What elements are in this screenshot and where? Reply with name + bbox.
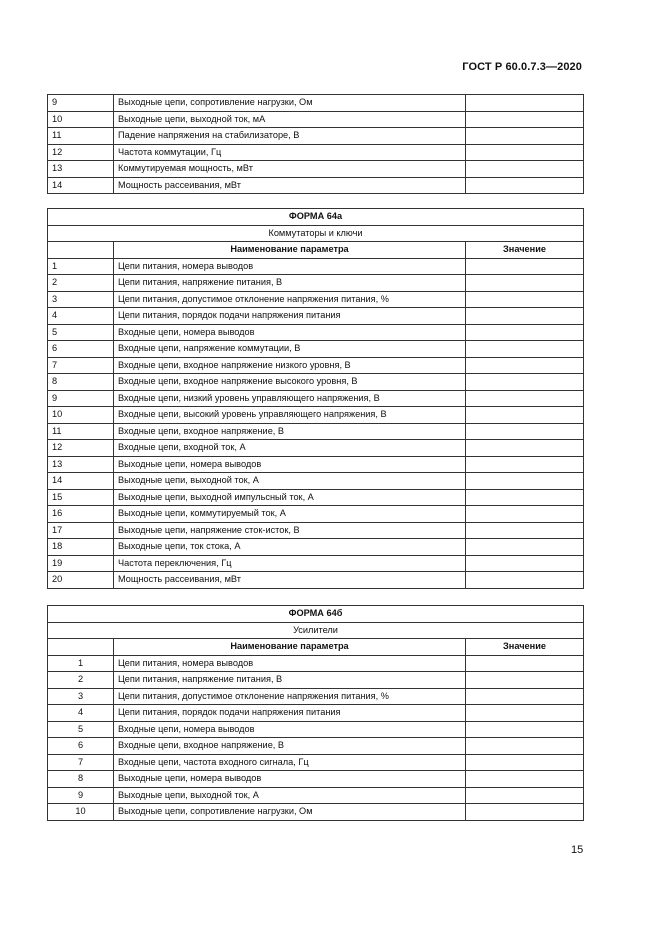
row-number-cell: 9 bbox=[48, 390, 114, 407]
table-row bbox=[48, 111, 584, 128]
row-number-cell: 10 bbox=[48, 111, 114, 128]
row-number-cell: 7 bbox=[48, 754, 114, 771]
row-number-cell: 11 bbox=[48, 423, 114, 440]
table-row bbox=[48, 506, 584, 523]
row-number-cell: 1 bbox=[48, 258, 114, 275]
table-row bbox=[48, 804, 584, 821]
parameter-value-cell bbox=[466, 771, 584, 788]
table-row bbox=[48, 771, 584, 788]
form-64a-header-name: Наименование параметра bbox=[114, 242, 466, 259]
table-row bbox=[48, 324, 584, 341]
parameter-name-cell: Цепи питания, порядок подачи напряжения питания bbox=[114, 308, 466, 325]
table-row bbox=[48, 390, 584, 407]
form-64a-table bbox=[47, 208, 584, 589]
parameter-name-cell: Мощность рассеивания, мВт bbox=[114, 177, 466, 194]
table-row bbox=[48, 738, 584, 755]
form-64a-table-body bbox=[48, 258, 584, 588]
parameter-value-cell bbox=[466, 308, 584, 325]
parameter-name-cell: Мощность рассеивания, мВт bbox=[114, 572, 466, 589]
parameter-value-cell bbox=[466, 456, 584, 473]
table-row bbox=[48, 144, 584, 161]
parameter-name-cell: Выходные цепи, выходной ток, А bbox=[114, 473, 466, 490]
form-64a-subtitle: Коммутаторы и ключи bbox=[48, 225, 584, 242]
parameter-name-cell: Выходные цепи, номера выводов bbox=[114, 456, 466, 473]
form-64b-header-row bbox=[48, 639, 584, 656]
row-number-cell: 12 bbox=[48, 440, 114, 457]
parameter-value-cell bbox=[466, 721, 584, 738]
table-row bbox=[48, 787, 584, 804]
parameter-name-cell: Входные цепи, напряжение коммутации, В bbox=[114, 341, 466, 358]
parameter-value-cell bbox=[466, 539, 584, 556]
table-row bbox=[48, 95, 584, 112]
parameter-name-cell: Входные цепи, входное напряжение низкого уровня, В bbox=[114, 357, 466, 374]
row-number-cell: 16 bbox=[48, 506, 114, 523]
parameter-value-cell bbox=[466, 275, 584, 292]
table-row bbox=[48, 275, 584, 292]
table-row bbox=[48, 688, 584, 705]
table-row bbox=[48, 374, 584, 391]
row-number-cell: 5 bbox=[48, 324, 114, 341]
parameter-name-cell: Выходные цепи, выходной ток, А bbox=[114, 787, 466, 804]
row-number-cell: 2 bbox=[48, 672, 114, 689]
table-row bbox=[48, 258, 584, 275]
table-row bbox=[48, 407, 584, 424]
parameter-value-cell bbox=[466, 555, 584, 572]
parameter-value-cell bbox=[466, 111, 584, 128]
parameter-name-cell: Выходные цепи, напряжение сток-исток, В bbox=[114, 522, 466, 539]
table-row bbox=[48, 128, 584, 145]
form-64a-title: ФОРМА 64а bbox=[48, 209, 584, 226]
row-number-cell: 6 bbox=[48, 738, 114, 755]
parameter-name-cell: Выходные цепи, выходной ток, мА bbox=[114, 111, 466, 128]
continued-parameters-table bbox=[47, 94, 584, 194]
form-64b-header-num bbox=[48, 639, 114, 656]
parameter-name-cell: Выходные цепи, номера выводов bbox=[114, 771, 466, 788]
table-row bbox=[48, 572, 584, 589]
parameter-value-cell bbox=[466, 407, 584, 424]
row-number-cell: 10 bbox=[48, 407, 114, 424]
row-number-cell: 1 bbox=[48, 655, 114, 672]
table-row bbox=[48, 522, 584, 539]
parameter-value-cell bbox=[466, 161, 584, 178]
row-number-cell: 10 bbox=[48, 804, 114, 821]
parameter-value-cell bbox=[466, 128, 584, 145]
row-number-cell: 9 bbox=[48, 95, 114, 112]
row-number-cell: 2 bbox=[48, 275, 114, 292]
row-number-cell: 5 bbox=[48, 721, 114, 738]
row-number-cell: 17 bbox=[48, 522, 114, 539]
row-number-cell: 13 bbox=[48, 456, 114, 473]
parameter-name-cell: Выходные цепи, ток стока, А bbox=[114, 539, 466, 556]
row-number-cell: 18 bbox=[48, 539, 114, 556]
parameter-value-cell bbox=[466, 738, 584, 755]
row-number-cell: 15 bbox=[48, 489, 114, 506]
parameter-value-cell bbox=[466, 390, 584, 407]
parameter-value-cell bbox=[466, 374, 584, 391]
parameter-name-cell: Входные цепи, входной ток, А bbox=[114, 440, 466, 457]
parameter-value-cell bbox=[466, 522, 584, 539]
row-number-cell: 9 bbox=[48, 787, 114, 804]
row-number-cell: 3 bbox=[48, 688, 114, 705]
table-row bbox=[48, 357, 584, 374]
form-64b-title-row bbox=[48, 606, 584, 623]
parameter-name-cell: Входные цепи, номера выводов bbox=[114, 721, 466, 738]
parameter-value-cell bbox=[466, 324, 584, 341]
parameter-name-cell: Входные цепи, входное напряжение высокого уровня, В bbox=[114, 374, 466, 391]
parameter-value-cell bbox=[466, 357, 584, 374]
parameter-name-cell: Выходные цепи, коммутируемый ток, А bbox=[114, 506, 466, 523]
page-number: 15 bbox=[571, 844, 584, 856]
parameter-name-cell: Цепи питания, номера выводов bbox=[114, 258, 466, 275]
row-number-cell: 11 bbox=[48, 128, 114, 145]
row-number-cell: 14 bbox=[48, 473, 114, 490]
table-row bbox=[48, 721, 584, 738]
table-row bbox=[48, 161, 584, 178]
parameter-name-cell: Выходные цепи, выходной импульсный ток, А bbox=[114, 489, 466, 506]
table-row bbox=[48, 754, 584, 771]
row-number-cell: 7 bbox=[48, 357, 114, 374]
parameter-name-cell: Цепи питания, допустимое отклонение напряжения питания, % bbox=[114, 688, 466, 705]
parameter-value-cell bbox=[466, 804, 584, 821]
form-64b-table-body bbox=[48, 655, 584, 820]
parameter-name-cell: Входные цепи, входное напряжение, В bbox=[114, 423, 466, 440]
row-number-cell: 8 bbox=[48, 771, 114, 788]
form-64a-title-row bbox=[48, 209, 584, 226]
row-number-cell: 20 bbox=[48, 572, 114, 589]
table-row bbox=[48, 672, 584, 689]
parameter-value-cell bbox=[466, 655, 584, 672]
row-number-cell: 14 bbox=[48, 177, 114, 194]
parameter-name-cell: Входные цепи, входное напряжение, В bbox=[114, 738, 466, 755]
row-number-cell: 19 bbox=[48, 555, 114, 572]
parameter-name-cell: Цепи питания, номера выводов bbox=[114, 655, 466, 672]
parameter-name-cell: Выходные цепи, сопротивление нагрузки, Ом bbox=[114, 804, 466, 821]
row-number-cell: 12 bbox=[48, 144, 114, 161]
parameter-name-cell: Входные цепи, номера выводов bbox=[114, 324, 466, 341]
parameter-name-cell: Цепи питания, допустимое отклонение напряжения питания, % bbox=[114, 291, 466, 308]
parameter-value-cell bbox=[466, 754, 584, 771]
parameter-value-cell bbox=[466, 440, 584, 457]
parameter-name-cell: Частота переключения, Гц bbox=[114, 555, 466, 572]
parameter-name-cell: Цепи питания, порядок подачи напряжения питания bbox=[114, 705, 466, 722]
parameter-value-cell bbox=[466, 572, 584, 589]
form-64b-header-name: Наименование параметра bbox=[114, 639, 466, 656]
parameter-name-cell: Цепи питания, напряжение питания, В bbox=[114, 275, 466, 292]
row-number-cell: 13 bbox=[48, 161, 114, 178]
continued-table-body bbox=[48, 95, 584, 194]
parameter-value-cell bbox=[466, 672, 584, 689]
parameter-value-cell bbox=[466, 489, 584, 506]
form-64b-subtitle-row bbox=[48, 622, 584, 639]
parameter-value-cell bbox=[466, 144, 584, 161]
parameter-value-cell bbox=[466, 95, 584, 112]
table-row bbox=[48, 341, 584, 358]
parameter-name-cell: Цепи питания, напряжение питания, В bbox=[114, 672, 466, 689]
form-64b-subtitle: Усилители bbox=[48, 622, 584, 639]
document-code: ГОСТ Р 60.0.7.3—2020 bbox=[462, 61, 582, 73]
form-64a-header-num bbox=[48, 242, 114, 259]
parameter-name-cell: Частота коммутации, Гц bbox=[114, 144, 466, 161]
parameter-name-cell: Входные цепи, частота входного сигнала, Гц bbox=[114, 754, 466, 771]
table-row bbox=[48, 456, 584, 473]
form-64a-header-row bbox=[48, 242, 584, 259]
row-number-cell: 6 bbox=[48, 341, 114, 358]
form-64b-header-value: Значение bbox=[466, 639, 584, 656]
parameter-value-cell bbox=[466, 473, 584, 490]
form-64b-table bbox=[47, 605, 584, 821]
parameter-name-cell: Коммутируемая мощность, мВт bbox=[114, 161, 466, 178]
row-number-cell: 8 bbox=[48, 374, 114, 391]
parameter-value-cell bbox=[466, 423, 584, 440]
table-row bbox=[48, 423, 584, 440]
table-row bbox=[48, 177, 584, 194]
table-row bbox=[48, 440, 584, 457]
table-row bbox=[48, 473, 584, 490]
parameter-value-cell bbox=[466, 705, 584, 722]
form-64b-title: ФОРМА 64б bbox=[48, 606, 584, 623]
row-number-cell: 4 bbox=[48, 705, 114, 722]
table-row bbox=[48, 291, 584, 308]
table-row bbox=[48, 555, 584, 572]
form-64a-subtitle-row bbox=[48, 225, 584, 242]
parameter-value-cell bbox=[466, 177, 584, 194]
parameter-value-cell bbox=[466, 341, 584, 358]
parameter-name-cell: Входные цепи, высокий уровень управляющего напряжения, В bbox=[114, 407, 466, 424]
table-row bbox=[48, 655, 584, 672]
table-row bbox=[48, 705, 584, 722]
parameter-name-cell: Входные цепи, низкий уровень управляющего напряжения, В bbox=[114, 390, 466, 407]
parameter-name-cell: Падение напряжения на стабилизаторе, В bbox=[114, 128, 466, 145]
row-number-cell: 4 bbox=[48, 308, 114, 325]
row-number-cell: 3 bbox=[48, 291, 114, 308]
parameter-value-cell bbox=[466, 258, 584, 275]
parameter-value-cell bbox=[466, 787, 584, 804]
table-row bbox=[48, 539, 584, 556]
table-row bbox=[48, 308, 584, 325]
parameter-value-cell bbox=[466, 506, 584, 523]
parameter-name-cell: Выходные цепи, сопротивление нагрузки, Ом bbox=[114, 95, 466, 112]
parameter-value-cell bbox=[466, 688, 584, 705]
table-row bbox=[48, 489, 584, 506]
form-64a-header-value: Значение bbox=[466, 242, 584, 259]
parameter-value-cell bbox=[466, 291, 584, 308]
